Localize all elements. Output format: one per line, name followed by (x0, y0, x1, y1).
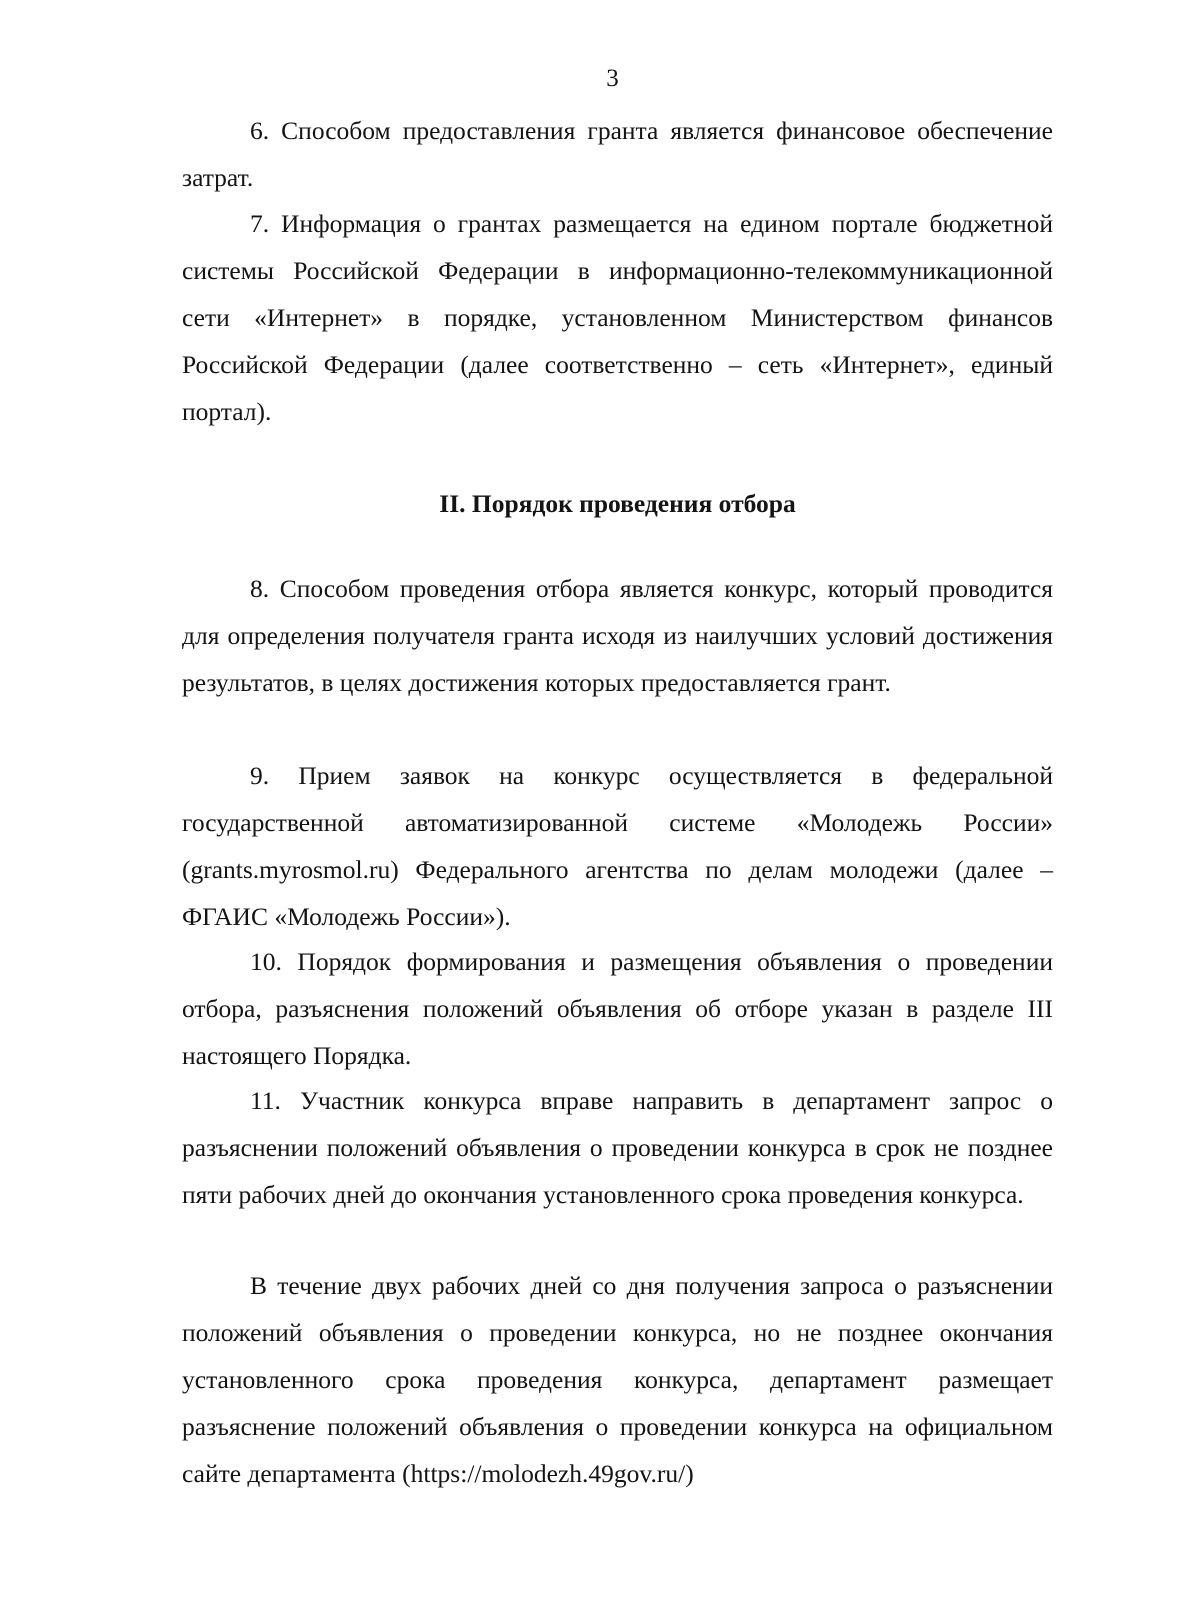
paragraph-11: 11. Участник конкурса вправе направить в департамент запрос о разъяснении положений объявления о проведении конкурса в срок не позднее пяти рабочих дней до окончания установленного срока проведения конкурса. (182, 1086, 1053, 1209)
paragraph-6: 6. Способом предоставления гранта является финансовое обеспечение затрат. (182, 116, 1053, 192)
paragraph-9: 9. Прием заявок на конкурс осуществляется в федеральной государственной автоматизированной системе «Молодежь России» (grants.myrosmol.ru) Федерального агентства по делам молодежи (далее – ФГАИС «Молодежь России»). (182, 761, 1053, 931)
paragraph-7: 7. Информация о грантах размещается на едином портале бюджетной системы Российской Федерации в информационно-телекоммуникационной сети «Интернет» в порядке, установленном Министерством финансов Российской Федерации (далее соответственно – сеть «Интернет», единый портал). (182, 209, 1053, 426)
page-number: 3 (606, 65, 619, 92)
section-heading: II. Порядок проведения отбора (439, 489, 796, 518)
paragraph-8: 8. Способом проведения отбора является конкурс, который проводится для определения получателя гранта исходя из наилучших условий достижения результатов, в целях достижения которых предоставляется грант. (182, 574, 1053, 697)
paragraph-10: 10. Порядок формирования и размещения объявления о проведении отбора, разъяснения положений объявления об отборе указан в разделе III настоящего Порядка. (182, 947, 1053, 1070)
paragraph-11-continued: В течение двух рабочих дней со дня получения запроса о разъяснении положений объявления о проведении конкурса, но не позднее окончания установленного срока проведения конкурса, департамент размещает разъяснение положений объявления о проведении конкурса на официальном сайте департамента (https://molodezh.49gov.ru/) (182, 1271, 1053, 1488)
